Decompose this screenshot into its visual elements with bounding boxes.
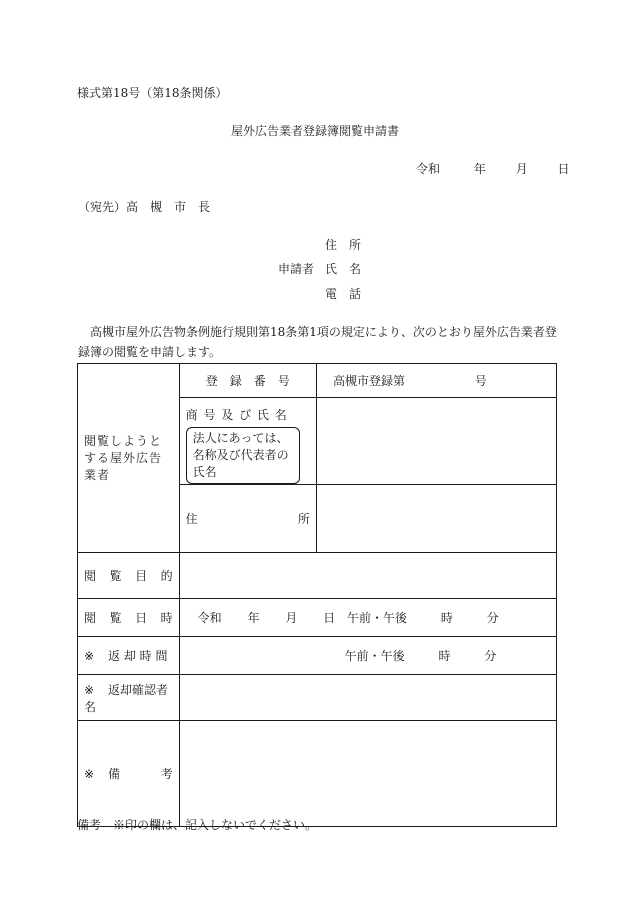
registration-number-suffix: 号 [474, 374, 487, 388]
date-line [416, 160, 570, 177]
registration-number-prefix: 高槻市登録第 [332, 374, 405, 388]
purpose-label-char-1: 閲 [84, 569, 97, 583]
remarks-label-right: 考 [160, 767, 173, 781]
datetime-label-char-1: 閲 [84, 611, 97, 625]
body-text: 高槻市屋外広告物条例施行規則第18条第1項の規定により、次のとおり屋外広告業者登録簿の閲覧を申請します。 [78, 325, 557, 359]
datetime-day: 日 [323, 611, 336, 625]
document-title: 屋外広告業者登録簿閲覧申請書 [230, 124, 399, 138]
datetime-label-char-2: 覧 [109, 611, 122, 625]
target-business-label-cell [78, 364, 180, 553]
datetime-era: 令和 [197, 611, 222, 625]
return-time-hour: 時 [438, 649, 451, 663]
date-month: 月 [515, 162, 528, 176]
return-time-mark: ※ [84, 649, 95, 663]
remarks-field[interactable] [179, 721, 556, 827]
business-address-label-right: 所 [297, 512, 310, 526]
return-time-ampm: 午前・午後 [344, 649, 405, 663]
remarks-label-cell [78, 721, 180, 827]
applicant-name-label: 氏 名 [325, 262, 362, 276]
purpose-field[interactable] [179, 553, 556, 599]
business-address-field[interactable] [316, 485, 556, 553]
footnote: 備考 ※印の欄は、記入しないでください。 [77, 818, 318, 832]
trade-name-label: 商 号 及 び 氏 名 [185, 408, 288, 422]
datetime-hour: 時 [440, 611, 453, 625]
datetime-month: 月 [285, 611, 298, 625]
return-time-label-cell [78, 637, 180, 675]
return-time-minute: 分 [484, 649, 497, 663]
datetime-year: 年 [247, 611, 260, 625]
registration-number-field[interactable] [316, 364, 556, 398]
target-business-label: 閲覧しようとする屋外広告業者 [84, 433, 163, 482]
return-checker-mark: ※ [84, 682, 95, 697]
purpose-label-cell [78, 553, 180, 599]
return-time-label: 返 却 時 間 [108, 649, 168, 663]
return-checker-field[interactable] [179, 675, 556, 721]
return-checker-label: 返却確認者名 [84, 682, 169, 714]
datetime-minute: 分 [486, 611, 499, 625]
datetime-ampm: 午前・午後 [347, 611, 408, 625]
purpose-label-char-3: 目 [135, 569, 148, 583]
datetime-label-char-4: 時 [160, 611, 173, 625]
trade-name-field[interactable] [316, 398, 556, 485]
applicant-heading: 申請者 [278, 262, 315, 276]
applicant-phone-label: 電 話 [325, 287, 362, 301]
purpose-label-char-4: 的 [160, 569, 173, 583]
datetime-label-cell [78, 599, 180, 637]
trade-name-label-cell [179, 398, 316, 485]
form-number: 様式第18号（第18条関係） [77, 86, 228, 100]
application-table [77, 363, 557, 827]
business-address-label-left: 住 [185, 512, 198, 526]
date-era: 令和 [416, 162, 441, 176]
business-address-label-cell [179, 485, 316, 553]
purpose-label-char-2: 覧 [109, 569, 122, 583]
registration-number-label-cell [179, 364, 316, 398]
datetime-label-char-3: 日 [135, 611, 148, 625]
datetime-field[interactable] [179, 599, 556, 637]
return-checker-label-cell [78, 675, 180, 721]
registration-number-label: 登 録 番 号 [205, 374, 290, 388]
return-time-field[interactable] [179, 637, 556, 675]
remarks-mark: ※ [84, 767, 95, 781]
addressee: （宛先）高 槻 市 長 [78, 200, 211, 214]
trade-name-note: 法人にあっては、名称及び代表者の氏名 [186, 427, 300, 484]
applicant-address-label: 住 所 [325, 238, 362, 252]
remarks-label-left: 備 [108, 767, 121, 781]
date-day: 日 [557, 162, 570, 176]
date-year: 年 [473, 162, 486, 176]
